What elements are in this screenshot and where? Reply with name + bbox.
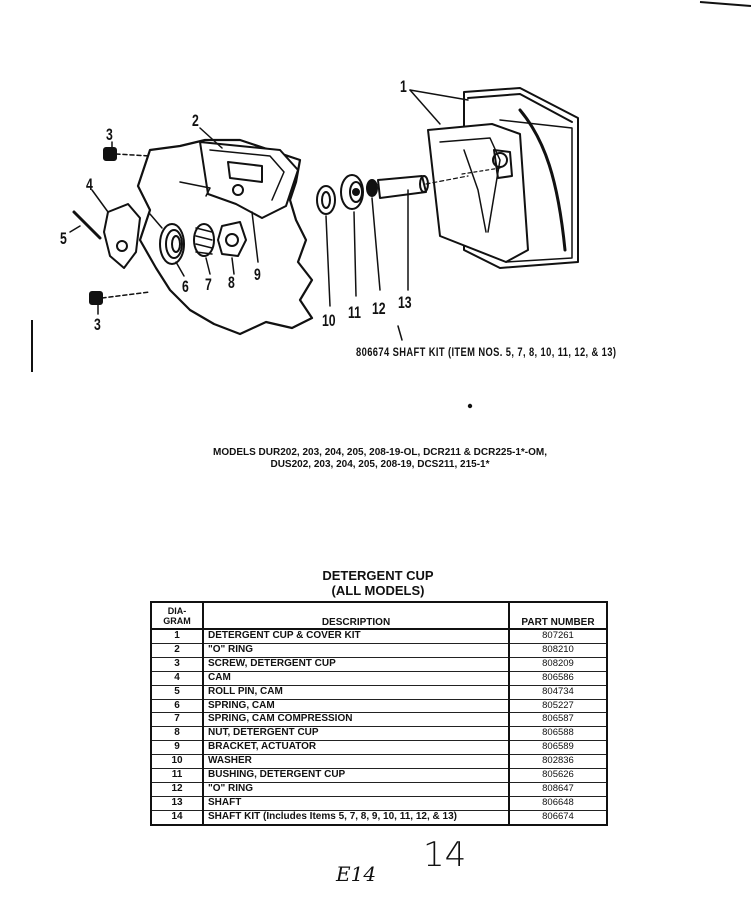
row-diagram-number: 5 xyxy=(151,685,203,699)
callout-11: 11 xyxy=(348,303,361,322)
row-part-number: 806587 xyxy=(509,713,607,727)
row-part-number: 806648 xyxy=(509,796,607,810)
models-line-1: MODELS DUR202, 203, 204, 205, 208-19-OL, DCR211 & DCR225-1*-OM, xyxy=(212,447,548,458)
parts-table-header xyxy=(151,602,607,629)
detergent-cup-assembly-drawing xyxy=(428,88,578,268)
diagram-header-line-1: DIA- xyxy=(167,605,187,616)
row-part-number: 806586 xyxy=(509,671,607,685)
row-description: SPRING, CAM xyxy=(203,699,509,713)
row-diagram-number: 1 xyxy=(151,629,203,643)
table-row xyxy=(151,643,607,657)
callout-13: 13 xyxy=(398,293,412,312)
row-description: BRACKET, ACTUATOR xyxy=(203,741,509,755)
row-description: NUT, DETERGENT CUP xyxy=(203,727,509,741)
row-part-number: 806588 xyxy=(509,727,607,741)
row-part-number: 806589 xyxy=(509,741,607,755)
row-diagram-number: 11 xyxy=(151,769,203,783)
callout-9: 9 xyxy=(254,265,261,284)
row-part-number: 806674 xyxy=(509,810,607,824)
row-description: SHAFT xyxy=(203,796,509,810)
callout-3-bottom: 3 xyxy=(94,315,101,334)
table-row xyxy=(151,741,607,755)
compression-spring-drawing xyxy=(194,224,214,274)
row-part-number: 805227 xyxy=(509,699,607,713)
table-row xyxy=(151,671,607,685)
callout-2: 2 xyxy=(192,111,199,130)
cam-drawing xyxy=(92,190,140,268)
table-title: DETERGENT CUP xyxy=(322,568,434,583)
callout-1: 1 xyxy=(400,77,407,96)
handwritten-page-code: E14 xyxy=(336,862,377,886)
row-part-number: 807261 xyxy=(509,629,607,643)
table-row xyxy=(151,782,607,796)
callout-3-top: 3 xyxy=(106,125,113,144)
row-description: SHAFT KIT (Includes Items 5, 7, 8, 9, 10, 11, 12, & 13) xyxy=(203,810,509,824)
row-description: DETERGENT CUP & COVER KIT xyxy=(203,629,509,643)
part-number-column-header: PART NUMBER xyxy=(509,602,607,629)
row-part-number: 808209 xyxy=(509,657,607,671)
table-row xyxy=(151,727,607,741)
row-part-number: 808210 xyxy=(509,643,607,657)
parts-table xyxy=(150,601,608,826)
row-description: BUSHING, DETERGENT CUP xyxy=(203,769,509,783)
callout-4: 4 xyxy=(86,175,93,194)
row-description: ROLL PIN, CAM xyxy=(203,685,509,699)
bushing-drawing xyxy=(341,175,363,296)
washer-drawing xyxy=(317,186,335,306)
callout-12: 12 xyxy=(372,299,386,318)
description-column-header: DESCRIPTION xyxy=(203,602,509,629)
handwritten-page-number: 14 xyxy=(423,835,467,875)
row-diagram-number: 9 xyxy=(151,741,203,755)
row-part-number: 805626 xyxy=(509,769,607,783)
roll-pin-drawing xyxy=(74,212,100,238)
table-row xyxy=(151,629,607,643)
row-description: "O" RING xyxy=(203,643,509,657)
row-diagram-number: 4 xyxy=(151,671,203,685)
row-description: CAM xyxy=(203,671,509,685)
table-row xyxy=(151,769,607,783)
row-description: "O" RING xyxy=(203,782,509,796)
table-subtitle: (ALL MODELS) xyxy=(331,583,425,598)
callout-8: 8 xyxy=(228,273,235,292)
table-row xyxy=(151,657,607,671)
row-diagram-number: 6 xyxy=(151,699,203,713)
table-row xyxy=(151,810,607,824)
row-diagram-number: 13 xyxy=(151,796,203,810)
callout-5: 5 xyxy=(60,229,67,248)
callout-10: 10 xyxy=(322,311,336,330)
o-ring-drawing xyxy=(367,180,380,290)
row-part-number: 808647 xyxy=(509,782,607,796)
table-row xyxy=(151,699,607,713)
diagram-header-line-2: GRAM xyxy=(163,615,191,626)
row-description: SCREW, DETERGENT CUP xyxy=(203,657,509,671)
row-diagram-number: 2 xyxy=(151,643,203,657)
table-row xyxy=(151,755,607,769)
callout-6: 6 xyxy=(182,277,189,296)
table-row xyxy=(151,713,607,727)
row-diagram-number: 12 xyxy=(151,782,203,796)
screw-top-drawing xyxy=(104,142,150,160)
models-line-2: DUS202, 203, 204, 205, 208-19, DCS211, 215-1* xyxy=(270,459,490,470)
row-diagram-number: 3 xyxy=(151,657,203,671)
nut-drawing xyxy=(218,222,246,274)
row-part-number: 804734 xyxy=(509,685,607,699)
row-description: WASHER xyxy=(203,755,509,769)
diagram-column-header xyxy=(151,602,203,629)
row-description: SPRING, CAM COMPRESSION xyxy=(203,713,509,727)
callout-7: 7 xyxy=(205,275,212,294)
row-diagram-number: 8 xyxy=(151,727,203,741)
row-diagram-number: 10 xyxy=(151,755,203,769)
row-diagram-number: 14 xyxy=(151,810,203,824)
row-part-number: 802836 xyxy=(509,755,607,769)
shaft-kit-note: 806674 SHAFT KIT (ITEM NOS. 5, 7, 8, 10, 11, 12, & 13) xyxy=(356,345,617,359)
table-row xyxy=(151,685,607,699)
table-row xyxy=(151,796,607,810)
row-diagram-number: 7 xyxy=(151,713,203,727)
screw-bottom-drawing xyxy=(90,292,150,314)
